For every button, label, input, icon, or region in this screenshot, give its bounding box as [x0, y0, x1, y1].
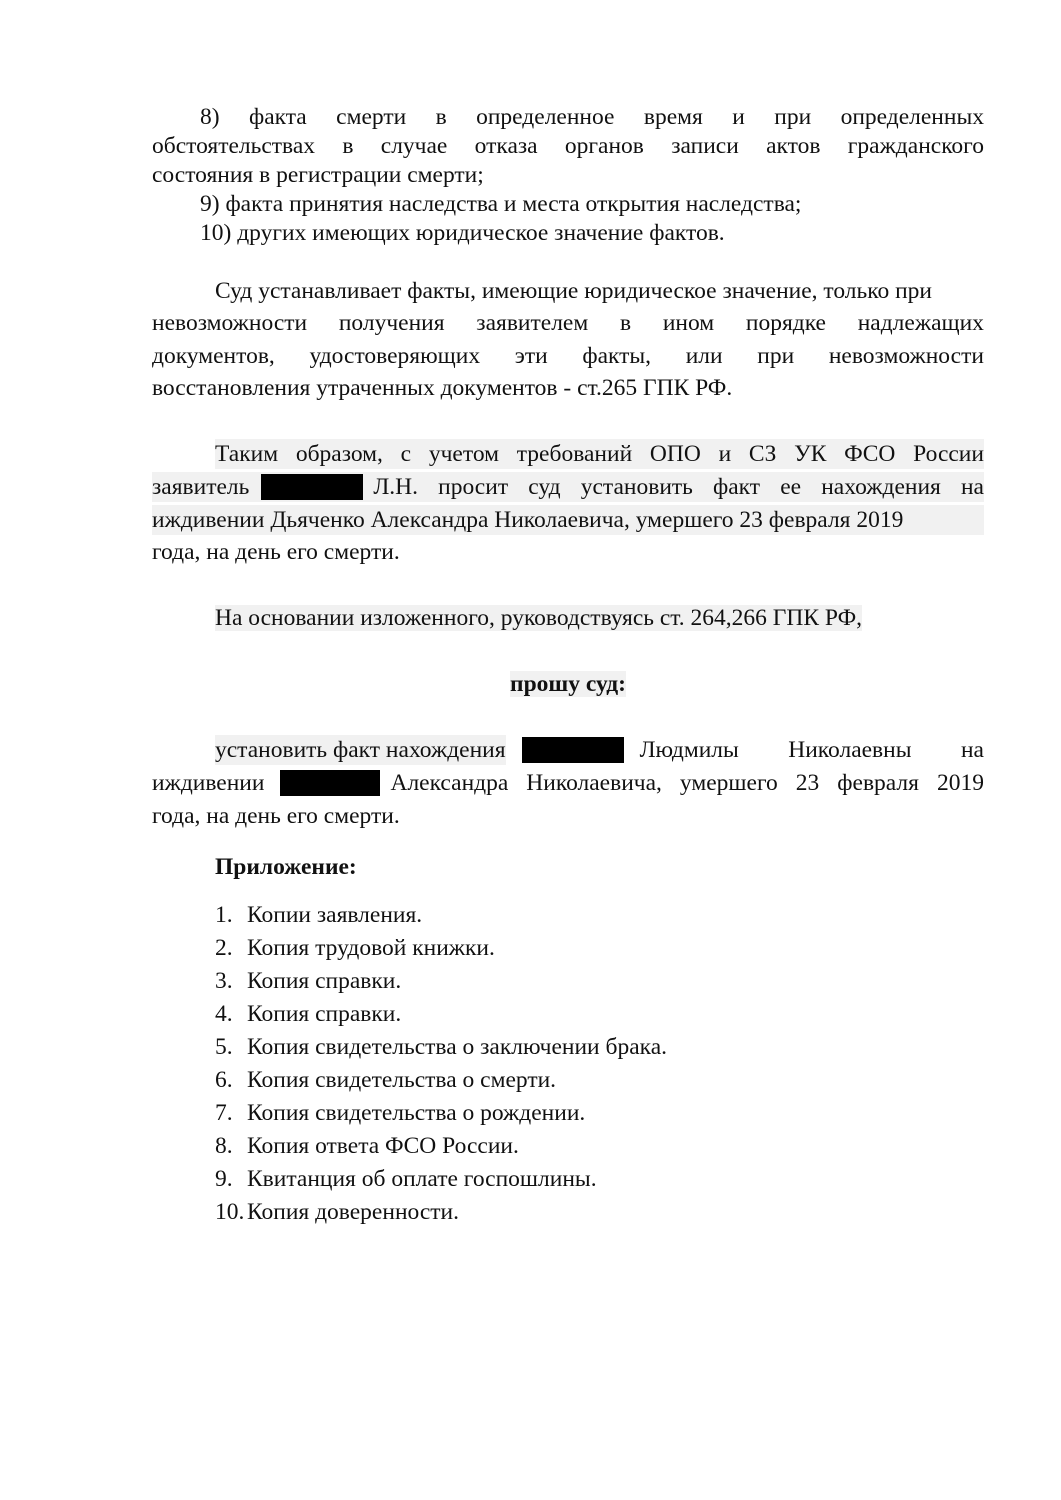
- basis-text: [215, 603, 862, 633]
- appendix-item: [215, 1164, 597, 1194]
- word: случае: [380, 133, 448, 159]
- appendix-item: [215, 966, 401, 996]
- appendix-item-text: Копия трудовой книжки.: [247, 935, 495, 961]
- thus-line-4: года, на день его смерти.: [152, 539, 400, 565]
- appendix-item-text: Копия ответа ФСО России.: [247, 1133, 519, 1159]
- appendix-item: [215, 1032, 667, 1062]
- appendix-item: [215, 900, 422, 930]
- para-8-line-3: состояния в регистрации смерти;: [152, 162, 484, 188]
- appendix-item: [215, 1131, 519, 1161]
- appendix-item-number: 3.: [215, 968, 233, 994]
- word: 8): [200, 104, 220, 130]
- appendix-item-text: Копии заявления.: [247, 902, 423, 928]
- request-heading: [152, 669, 984, 699]
- word: гражданского: [847, 133, 984, 159]
- thus-line-1: [215, 439, 984, 469]
- word: актов: [766, 133, 821, 159]
- appendix-item: [215, 1098, 585, 1128]
- request-line-1-prefix: установить факт нахождения: [215, 737, 506, 763]
- word: смерти: [336, 104, 407, 130]
- word: отказа: [474, 133, 538, 159]
- appendix-item-number: 7.: [215, 1100, 233, 1126]
- word: факты,: [582, 343, 652, 369]
- thus-line-2: [152, 472, 984, 502]
- appendix-item-text: Копия свидетельства о заключении брака.: [247, 1034, 668, 1060]
- word: УК: [794, 441, 827, 467]
- appendix-heading: Приложение:: [215, 854, 357, 880]
- redacted-surname-block: [522, 737, 624, 763]
- appendix-item: [215, 999, 401, 1029]
- court-line-2: [152, 308, 984, 338]
- appendix-item-number: 9.: [215, 1166, 233, 1192]
- word: факта: [248, 104, 307, 130]
- word: невозможности: [152, 310, 308, 336]
- appendix-item-number: 8.: [215, 1133, 233, 1159]
- para-9-text: 9) факта принятия наследства и места открытия наследства;: [200, 191, 802, 217]
- request-line-1: [215, 735, 984, 765]
- word: или: [685, 343, 723, 369]
- appendix-item-number: 2.: [215, 935, 233, 961]
- word: заявителем: [476, 310, 589, 336]
- word: Таким: [215, 441, 279, 467]
- word: и: [732, 104, 745, 130]
- redacted-surname-block: [261, 474, 363, 500]
- appendix-item: [215, 933, 495, 963]
- word: России: [913, 441, 984, 467]
- appendix-item-text: Копия справки.: [247, 1001, 402, 1027]
- word: органов: [564, 133, 644, 159]
- word: надлежащих: [857, 310, 984, 336]
- thus-line-3: иждивении Дьяченко Александра Николаевича, умершего 23 февраля 2019: [152, 505, 984, 535]
- word: ФСО: [844, 441, 896, 467]
- word: образом,: [295, 441, 383, 467]
- word: порядке: [745, 310, 826, 336]
- appendix-item-number: 5.: [215, 1034, 233, 1060]
- word: СЗ: [748, 441, 777, 467]
- basis-text-span: На основании изложенного, руководствуясь ст. 264,266 ГПК РФ,: [215, 605, 863, 631]
- word: при: [774, 104, 812, 130]
- word: требований: [516, 441, 633, 467]
- para-8-line-2: [152, 131, 984, 161]
- para-8-line-1: [200, 102, 984, 132]
- word: невозможности: [828, 343, 984, 369]
- redacted-surname-block: [280, 770, 380, 796]
- request-line-2-suffix: Александра Николаевича, умершего 23 февраля 2019: [390, 770, 984, 796]
- request-line-3: года, на день его смерти.: [152, 803, 400, 829]
- request-line-1-suffix: Людмилы Николаевны на: [639, 737, 984, 763]
- appendix-item-text: Копия доверенности.: [247, 1199, 460, 1225]
- para-10-text: 10) других имеющих юридическое значение фактов.: [200, 220, 725, 246]
- word: записи: [671, 133, 739, 159]
- appendix-item-text: Квитанция об оплате госпошлины.: [247, 1166, 597, 1192]
- word: в: [619, 310, 632, 336]
- word: время: [643, 104, 703, 130]
- word: и: [718, 441, 732, 467]
- request-heading-span: прошу суд:: [510, 671, 626, 697]
- word: в: [435, 104, 447, 130]
- word: удостоверяющих: [309, 343, 481, 369]
- word: получения: [338, 310, 445, 336]
- word: обстоятельствах: [152, 133, 316, 159]
- appendix-item-text: Копия свидетельства о рождении.: [247, 1100, 586, 1126]
- word: определенное: [476, 104, 615, 130]
- word: эти: [514, 343, 548, 369]
- appendix-item-text: Копия справки.: [247, 968, 402, 994]
- word: при: [757, 343, 795, 369]
- word: ОПО: [649, 441, 701, 467]
- appendix-item: [215, 1197, 459, 1227]
- word: ином: [662, 310, 715, 336]
- appendix-item-number: 6.: [215, 1067, 233, 1093]
- word: в: [342, 133, 354, 159]
- word: с: [400, 441, 412, 467]
- court-line-1: Суд устанавливает факты, имеющие юридическое значение, только при: [215, 278, 933, 304]
- appendix-item-text: Копия свидетельства о смерти.: [247, 1067, 557, 1093]
- thus-line-2-prefix: заявитель: [152, 474, 250, 500]
- word: документов,: [152, 343, 275, 369]
- request-line-2-prefix: иждивении: [152, 770, 265, 796]
- court-line-3: [152, 341, 984, 371]
- request-line-2: [152, 768, 984, 798]
- appendix-item-number: 1.: [215, 902, 233, 928]
- appendix-item-number: 10.: [215, 1199, 245, 1225]
- word: учетом: [428, 441, 499, 467]
- word: определенных: [840, 104, 984, 130]
- thus-line-2-suffix: Л.Н. просит суд установить факт ее нахождения на: [373, 474, 984, 500]
- court-line-4: восстановления утраченных документов - ст.265 ГПК РФ.: [152, 375, 733, 401]
- appendix-item-number: 4.: [215, 1001, 233, 1027]
- appendix-item: [215, 1065, 556, 1095]
